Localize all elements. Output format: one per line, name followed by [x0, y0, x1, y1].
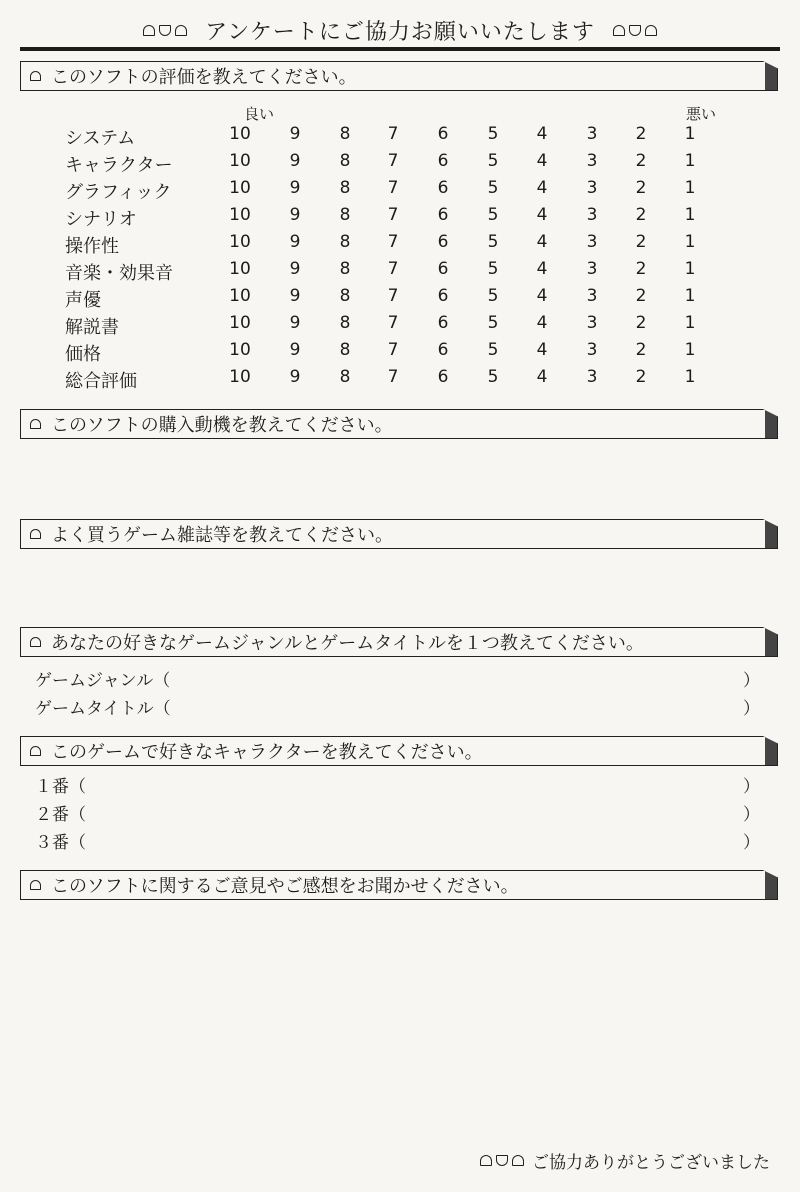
rating-score-option[interactable]: 9: [289, 340, 301, 360]
section-title-favorite: あなたの好きなゲームジャンルとゲームタイトルを１つ教えてください。: [51, 633, 644, 654]
rating-score-option[interactable]: 5: [487, 286, 499, 306]
rating-score-option[interactable]: 4: [536, 205, 548, 225]
rating-row: [65, 124, 745, 151]
rating-score-option[interactable]: 5: [487, 259, 499, 279]
rating-score-option[interactable]: 2: [635, 340, 647, 360]
bell-shape-icon: [175, 25, 187, 36]
rating-score-option[interactable]: 1: [684, 313, 696, 333]
rating-score-option[interactable]: 3: [586, 205, 598, 225]
rating-score-option[interactable]: 4: [536, 313, 548, 333]
rating-score-option[interactable]: 4: [536, 259, 548, 279]
rating-score-option[interactable]: 8: [339, 178, 351, 198]
shield-shape-icon: [159, 25, 171, 36]
title-field: [35, 694, 760, 720]
rating-score-option[interactable]: 8: [339, 151, 351, 171]
rating-score-option[interactable]: 9: [289, 367, 301, 387]
rating-score-option[interactable]: 9: [289, 286, 301, 306]
genre-field: [35, 666, 760, 692]
rating-score-option[interactable]: 7: [387, 178, 399, 198]
bell-shape-icon: [30, 746, 41, 756]
rating-score-option[interactable]: 2: [635, 259, 647, 279]
rating-category: シナリオ: [65, 209, 137, 230]
rating-score-option[interactable]: 8: [339, 232, 351, 252]
rating-score-option[interactable]: 7: [387, 151, 399, 171]
footer: [480, 1148, 770, 1173]
rating-score-option[interactable]: 8: [339, 124, 351, 144]
rating-score-option[interactable]: 10: [229, 259, 251, 279]
rating-score-option[interactable]: 5: [487, 340, 499, 360]
bell-shape-icon: [512, 1155, 524, 1166]
character-field-2-label: ２番（: [35, 805, 86, 825]
character-field-1: [35, 772, 760, 798]
rating-score-option[interactable]: 4: [536, 367, 548, 387]
section-banner-opinion: [20, 870, 778, 900]
rating-table: [65, 124, 745, 394]
rating-row: [65, 178, 745, 205]
rating-score-option[interactable]: 5: [487, 313, 499, 333]
title-field-close: ）: [743, 699, 760, 719]
section-banner-character: [20, 736, 778, 766]
rating-score-option[interactable]: 5: [487, 367, 499, 387]
rating-row: [65, 151, 745, 178]
section-banner-motive: [20, 409, 778, 439]
rating-score-option[interactable]: 3: [586, 124, 598, 144]
rating-category: 解説書: [65, 317, 119, 338]
bell-shape-icon: [480, 1155, 492, 1166]
rating-score-option[interactable]: 9: [289, 205, 301, 225]
character-field-3: [35, 828, 760, 854]
rating-score-option[interactable]: 7: [387, 367, 399, 387]
rating-score-option[interactable]: 4: [536, 151, 548, 171]
rating-score-option[interactable]: 1: [684, 259, 696, 279]
title-field-label: ゲームタイトル（: [35, 699, 171, 719]
rating-score-option[interactable]: 7: [387, 124, 399, 144]
section-title-rating: このソフトの評価を教えてください。: [51, 67, 357, 88]
rating-score-option[interactable]: 6: [437, 178, 449, 198]
rating-row: [65, 205, 745, 232]
rating-score-option[interactable]: 8: [339, 340, 351, 360]
rating-score-option[interactable]: 6: [437, 313, 449, 333]
section-banner-favorite: [20, 627, 778, 657]
rating-score-option[interactable]: 6: [437, 259, 449, 279]
rating-row: [65, 340, 745, 367]
header-rule: [20, 47, 780, 51]
rating-score-option[interactable]: 4: [536, 232, 548, 252]
rating-score-option[interactable]: 2: [635, 313, 647, 333]
header-ornament-left: [143, 25, 187, 36]
rating-score-option[interactable]: 6: [437, 340, 449, 360]
rating-score-option[interactable]: 4: [536, 286, 548, 306]
rating-score-option[interactable]: 8: [339, 367, 351, 387]
rating-row: [65, 367, 745, 394]
rating-row: [65, 232, 745, 259]
section-banner-rating: [20, 61, 778, 91]
rating-score-option[interactable]: 9: [289, 259, 301, 279]
rating-score-option[interactable]: 5: [487, 124, 499, 144]
rating-category: システム: [65, 128, 136, 149]
rating-score-option[interactable]: 6: [437, 124, 449, 144]
genre-field-label: ゲームジャンル（: [35, 671, 171, 691]
bell-shape-icon: [30, 880, 41, 890]
section-title-character: このゲームで好きなキャラクターを教えてください。: [51, 742, 483, 763]
shield-shape-icon: [629, 25, 641, 36]
rating-score-option[interactable]: 5: [487, 151, 499, 171]
character-field-3-label: ３番（: [35, 833, 86, 853]
scale-bad-label: 悪い: [686, 105, 717, 123]
rating-score-option[interactable]: 10: [229, 124, 251, 144]
rating-score-option[interactable]: 2: [635, 286, 647, 306]
footer-thanks: ご協力ありがとうございました: [532, 1153, 770, 1173]
rating-score-option[interactable]: 3: [586, 313, 598, 333]
bell-shape-icon: [30, 529, 41, 539]
rating-category: 価格: [65, 344, 101, 365]
rating-score-option[interactable]: 3: [586, 286, 598, 306]
rating-score-option[interactable]: 10: [229, 313, 251, 333]
rating-score-option[interactable]: 10: [229, 178, 251, 198]
rating-category: グラフィック: [65, 182, 172, 203]
bell-shape-icon: [613, 25, 625, 36]
rating-score-option[interactable]: 2: [635, 151, 647, 171]
rating-score-option[interactable]: 3: [586, 340, 598, 360]
rating-score-option[interactable]: 1: [684, 367, 696, 387]
rating-row: [65, 259, 745, 286]
rating-row: [65, 313, 745, 340]
rating-score-option[interactable]: 2: [635, 178, 647, 198]
rating-score-option[interactable]: 3: [586, 259, 598, 279]
rating-score-option[interactable]: 10: [229, 286, 251, 306]
bell-shape-icon: [30, 419, 41, 429]
rating-score-option[interactable]: 2: [635, 205, 647, 225]
rating-category: キャラクター: [65, 155, 173, 176]
character-field-2-close: ）: [743, 805, 760, 825]
rating-score-option[interactable]: 6: [437, 286, 449, 306]
rating-score-option[interactable]: 1: [684, 205, 696, 225]
rating-score-option[interactable]: 6: [437, 205, 449, 225]
rating-score-option[interactable]: 6: [437, 232, 449, 252]
rating-score-option[interactable]: 9: [289, 151, 301, 171]
rating-score-option[interactable]: 3: [586, 151, 598, 171]
page-header: [0, 10, 800, 50]
header-ornament-right: [613, 25, 657, 36]
scale-good-label: 良い: [244, 105, 275, 123]
rating-score-option[interactable]: 4: [536, 124, 548, 144]
rating-category: 総合評価: [65, 371, 137, 392]
rating-score-option[interactable]: 1: [684, 124, 696, 144]
rating-score-option[interactable]: 7: [387, 286, 399, 306]
rating-score-option[interactable]: 1: [684, 286, 696, 306]
rating-score-option[interactable]: 3: [586, 232, 598, 252]
bell-shape-icon: [143, 25, 155, 36]
shield-shape-icon: [496, 1155, 508, 1166]
rating-score-option[interactable]: 9: [289, 232, 301, 252]
rating-category: 音楽・効果音: [65, 263, 173, 284]
rating-score-option[interactable]: 1: [684, 232, 696, 252]
rating-score-option[interactable]: 3: [586, 367, 598, 387]
rating-score-option[interactable]: 2: [635, 124, 647, 144]
rating-score-option[interactable]: 7: [387, 340, 399, 360]
character-field-1-close: ）: [743, 777, 760, 797]
rating-category: 声優: [65, 290, 101, 311]
rating-score-option[interactable]: 9: [289, 178, 301, 198]
rating-score-option[interactable]: 8: [339, 205, 351, 225]
rating-score-option[interactable]: 7: [387, 205, 399, 225]
rating-score-option[interactable]: 3: [586, 178, 598, 198]
rating-score-option[interactable]: 8: [339, 286, 351, 306]
character-field-3-close: ）: [743, 833, 760, 853]
rating-score-option[interactable]: 6: [437, 151, 449, 171]
rating-category: 操作性: [65, 236, 119, 257]
rating-score-option[interactable]: 2: [635, 367, 647, 387]
rating-row: [65, 286, 745, 313]
character-field-2: [35, 800, 760, 826]
rating-score-option[interactable]: 10: [229, 340, 251, 360]
bell-shape-icon: [30, 637, 41, 647]
rating-score-option[interactable]: 9: [289, 313, 301, 333]
rating-score-option[interactable]: 6: [437, 367, 449, 387]
bell-shape-icon: [645, 25, 657, 36]
footer-ornament: [480, 1155, 524, 1166]
rating-score-option[interactable]: 10: [229, 367, 251, 387]
rating-score-option[interactable]: 7: [387, 313, 399, 333]
rating-score-option[interactable]: 10: [229, 205, 251, 225]
rating-score-option[interactable]: 4: [536, 340, 548, 360]
rating-score-option[interactable]: 4: [536, 178, 548, 198]
rating-score-option[interactable]: 5: [487, 232, 499, 252]
rating-score-option[interactable]: 8: [339, 259, 351, 279]
rating-score-option[interactable]: 1: [684, 151, 696, 171]
section-title-magazine: よく買うゲーム雑誌等を教えてください。: [51, 525, 393, 546]
bell-shape-icon: [30, 71, 41, 81]
rating-score-option[interactable]: 10: [229, 232, 251, 252]
genre-field-close: ）: [743, 671, 760, 691]
rating-score-option[interactable]: 5: [487, 205, 499, 225]
section-title-opinion: このソフトに関するご意見やご感想をお聞かせください。: [51, 876, 519, 897]
rating-score-option[interactable]: 8: [339, 313, 351, 333]
rating-score-option[interactable]: 1: [684, 340, 696, 360]
section-banner-magazine: [20, 519, 778, 549]
rating-score-option[interactable]: 7: [387, 232, 399, 252]
section-title-motive: このソフトの購入動機を教えてください。: [51, 415, 393, 436]
rating-score-option[interactable]: 1: [684, 178, 696, 198]
rating-score-option[interactable]: 10: [229, 151, 251, 171]
page-title: アンケートにご協力お願いいたします: [205, 19, 595, 45]
rating-score-option[interactable]: 7: [387, 259, 399, 279]
rating-score-option[interactable]: 9: [289, 124, 301, 144]
rating-score-option[interactable]: 5: [487, 178, 499, 198]
character-field-1-label: １番（: [35, 777, 86, 797]
rating-score-option[interactable]: 2: [635, 232, 647, 252]
